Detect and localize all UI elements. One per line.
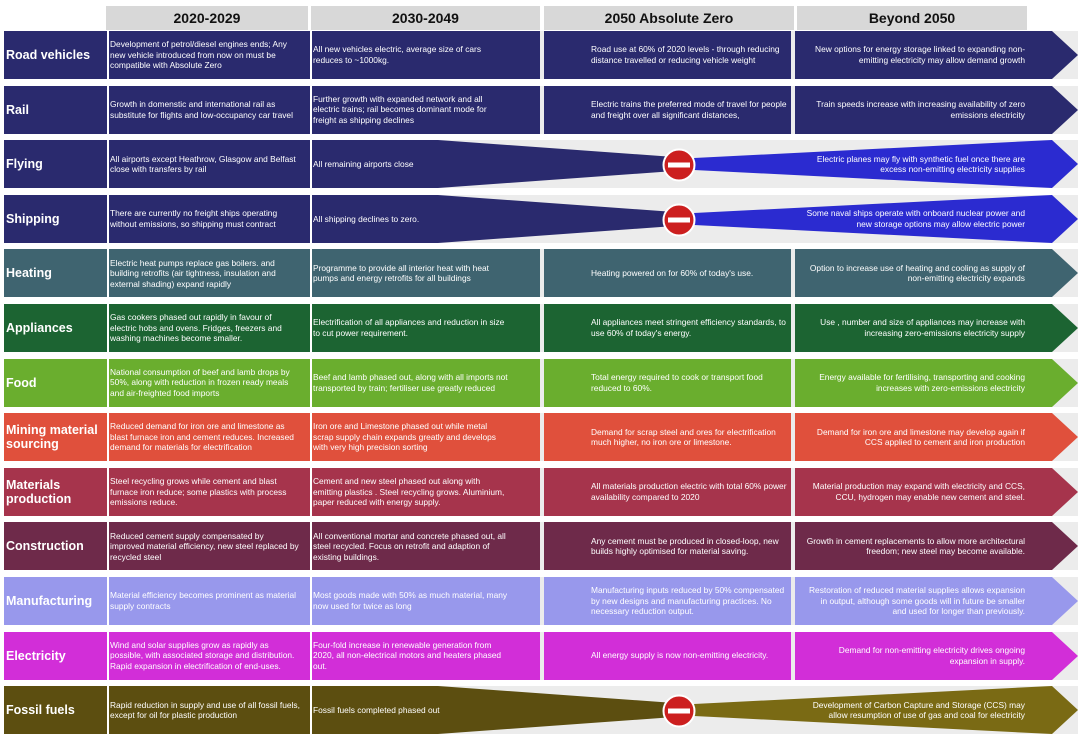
sector-row-shipping <box>0 195 1080 243</box>
sector-label: Flying <box>6 157 43 172</box>
period-2020-2029-text: Wind and solar supplies grow as rapidly as possible, with associated storage and distribution. Rapid expansion in electrification of end-uses. <box>110 639 295 671</box>
period-2030-2049-text: Fossil fuels completed phased out <box>313 704 440 715</box>
absolute-zero-2050-text: Demand for scrap steel and ores for electrification much higher, no iron ore or limestone. <box>591 426 776 448</box>
beyond-2050-text: Growth in cement replacements to allow more architectural freedom; new steel may become available. <box>806 535 1025 557</box>
sector-label: Food <box>6 375 37 390</box>
period-2020-2029-text: All airports except Heathrow, Glasgow and Belfast close with transfers by rail <box>110 153 296 175</box>
beyond-2050-text: Use , number and size of appliances may increase with increasing zero-emissions electricity supply <box>820 317 1025 338</box>
absolute-zero-2050-text: Any cement must be produced in closed-loop, new builds highly optimised for material saving. <box>591 535 779 557</box>
period-2030-2049-text: Programme to provide all interior heat with heat pumps and energy retrofits for all buildings <box>313 262 489 284</box>
sector-label: Rail <box>6 102 29 117</box>
sector-row-flying <box>0 140 1080 188</box>
period-2030-2049-text: Most goods made with 50% as much material, many now used for twice as long <box>313 590 508 611</box>
beyond-2050-text: Energy available for fertilising, transporting and cooking increases with zero-emissions electricity <box>819 372 1025 393</box>
period-2030-2049-text: All shipping declines to zero. <box>313 213 420 224</box>
sector-label: Manufacturing <box>6 594 93 608</box>
beyond-2050-text: Train speeds increase with increasing availability of zero emissions electricity <box>816 99 1025 120</box>
period-2030-2049-text: Further growth with expanded network and all electric trains; rail becomes dominant mode for freight as shipping declines <box>313 93 487 125</box>
period-2030-2049-text: All remaining airports close <box>313 158 414 169</box>
period-2020-2029-text: Material efficiency becomes prominent as material supply contracts <box>110 590 297 611</box>
header-2020-2029: 2020-2029 <box>106 6 308 30</box>
beyond-2050-text: Electric planes may fly with synthetic fuel once there are excess non-emitting electricity supplies <box>816 153 1025 175</box>
sector-row-materials-production <box>0 468 1080 516</box>
sector-label: Shipping <box>6 211 60 226</box>
sector-label: Appliances <box>6 321 73 335</box>
header-beyond-2050: Beyond 2050 <box>797 6 1027 30</box>
period-2030-2049-text: Electrification of all appliances and reduction in size to cut power requirement. <box>313 317 505 338</box>
period-2020-2029-text: Growth in domenstic and international rail as substitute for flights and low-occupancy car travel <box>110 99 293 120</box>
period-2020-2029-text: Rapid reduction in supply and use of all fossil fuels, except for oil for plastic production <box>110 699 300 721</box>
beyond-2050-text: Some naval ships operate with onboard nuclear power and new storage options may allow electric power <box>806 208 1025 229</box>
sector-row-food <box>0 359 1080 407</box>
sector-label: Construction <box>6 539 84 554</box>
beyond-2050-text: Option to increase use of heating and cooling as supply of non-emitting electricity expands <box>809 262 1025 284</box>
sector-row-heating <box>0 249 1080 297</box>
period-2020-2029-text: National consumption of beef and lamb drops by 50%, along with reduction in frozen ready meals and air-freighted food imports <box>110 366 290 398</box>
sector-label: Mining material sourcing <box>6 423 98 452</box>
absolute-zero-2050-text: All appliances meet stringent efficiency standards, to use 60% of today's energy. <box>591 317 786 338</box>
timeline-header <box>0 6 1080 30</box>
period-2020-2029-text: Development of petrol/diesel engines ends; Any new vehicle introduced from now on must be compatible with Absolute Zero <box>110 39 287 71</box>
sector-label: Materials production <box>6 477 72 506</box>
absolute-zero-2050-text: Road use at 60% of 2020 levels - through reducing distance travelled or reducing vehicle weight <box>591 44 780 65</box>
sector-row-manufacturing <box>0 577 1080 625</box>
period-2030-2049-text: All conventional mortar and concrete phased out, all steel recycled. Focus on retrofit and adaption of existing buildings. <box>313 530 506 562</box>
beyond-2050-text: Development of Carbon Capture and Storage (CCS) may allow resumption of use of gas and coal for electricity <box>812 699 1025 721</box>
period-2020-2029-text: There are currently no freight ships operating without emissions, so shipping must contract <box>110 208 278 229</box>
sector-row-fossil-fuels <box>0 686 1080 734</box>
sector-row-road-vehicles <box>0 31 1080 79</box>
period-2030-2049-text: Beef and lamb phased out, along with all imports not transported by train; fertiliser use greatly reduced <box>313 372 508 393</box>
period-2020-2029-text: Electric heat pumps replace gas boilers. and building retrofits (air tightness, insulation and external shading) expand rapidly <box>110 257 276 289</box>
sector-row-construction <box>0 522 1080 570</box>
absolute-zero-2050-text: All energy supply is now non-emitting electricity. <box>591 650 769 661</box>
no-entry-icon <box>662 148 696 182</box>
period-2020-2029-text: Gas cookers phased out rapidly in favour of electric hobs and ovens. Fridges, freezers and washing machines become smaller. <box>110 312 282 344</box>
period-2020-2029-text: Reduced cement supply compensated by improved material efficiency, new steel replaced by recycled steel <box>110 530 299 562</box>
beyond-2050-text: New options for energy storage linked to expanding non-emitting electricity may allow demand growth <box>815 44 1025 65</box>
sector-row-electricity <box>0 632 1080 680</box>
sector-row-rail <box>0 86 1080 134</box>
beyond-2050-text: Demand for non-emitting electricity drives ongoing expansion in supply. <box>838 645 1025 666</box>
beyond-2050-text: Material production may expand with electricity and CCS, CCU, hydrogen may enable new cement and steel. <box>812 481 1025 502</box>
period-2030-2049-text: Four-fold increase in renewable generation from 2020, all non-electrical motors and heaters phased out. <box>313 639 502 671</box>
period-2030-2049-text: Iron ore and Limestone phased out while metal scrap supply chain expands greatly and develops with very high precision sorting <box>313 421 496 453</box>
absolute-zero-2050-text: All materials production electric with total 60% power availability compared to 2020 <box>591 481 787 502</box>
sector-label: Heating <box>6 266 52 281</box>
beyond-2050-text: Demand for iron ore and limestone may develop again if CCS applied to cement and iron production <box>816 426 1025 448</box>
sector-row-appliances <box>0 304 1080 352</box>
absolute-zero-2050-text: Total energy required to cook or transport food reduced to 60%. <box>591 372 763 393</box>
header-2050-absolute-zero: 2050 Absolute Zero <box>544 6 794 30</box>
period-2020-2029-text: Reduced demand for iron ore and limestone as blast furnace iron and cement reduces. Increased demand for materials for electrification <box>110 421 294 453</box>
absolute-zero-2050-text: Manufacturing inputs reduced by 50% compensated by new designs and manufacturing practices. No necessary reduction output. <box>591 585 785 617</box>
no-entry-icon <box>662 694 696 728</box>
sector-label: Fossil fuels <box>6 703 75 718</box>
sector-row-mining-material-sourcing <box>0 413 1080 461</box>
beyond-2050-text: Restoration of reduced material supplies allows expansion in output, although some goods will in future be smaller and used for longer than previously. <box>808 585 1025 617</box>
sector-label: Electricity <box>6 648 66 663</box>
header-2030-2049: 2030-2049 <box>311 6 540 30</box>
no-entry-icon <box>662 203 696 237</box>
absolute-zero-2050-text: Electric trains the preferred mode of travel for people and freight over all significant distances, <box>591 99 787 120</box>
period-2030-2049-text: Cement and new steel phased out along with emitting plastics . Steel recycling grows. Aluminium, paper reduced with energy supply. <box>313 475 505 508</box>
absolute-zero-2050-text: Heating powered on for 60% of today's use. <box>591 268 754 279</box>
sector-label: Road vehicles <box>6 48 91 62</box>
period-2030-2049-text: All new vehicles electric, average size of cars reduces to ~1000kg. <box>313 44 482 65</box>
period-2020-2029-text: Steel recycling grows while cement and blast furnace iron reduce; some plastics with process emissions reduce. <box>110 475 287 508</box>
